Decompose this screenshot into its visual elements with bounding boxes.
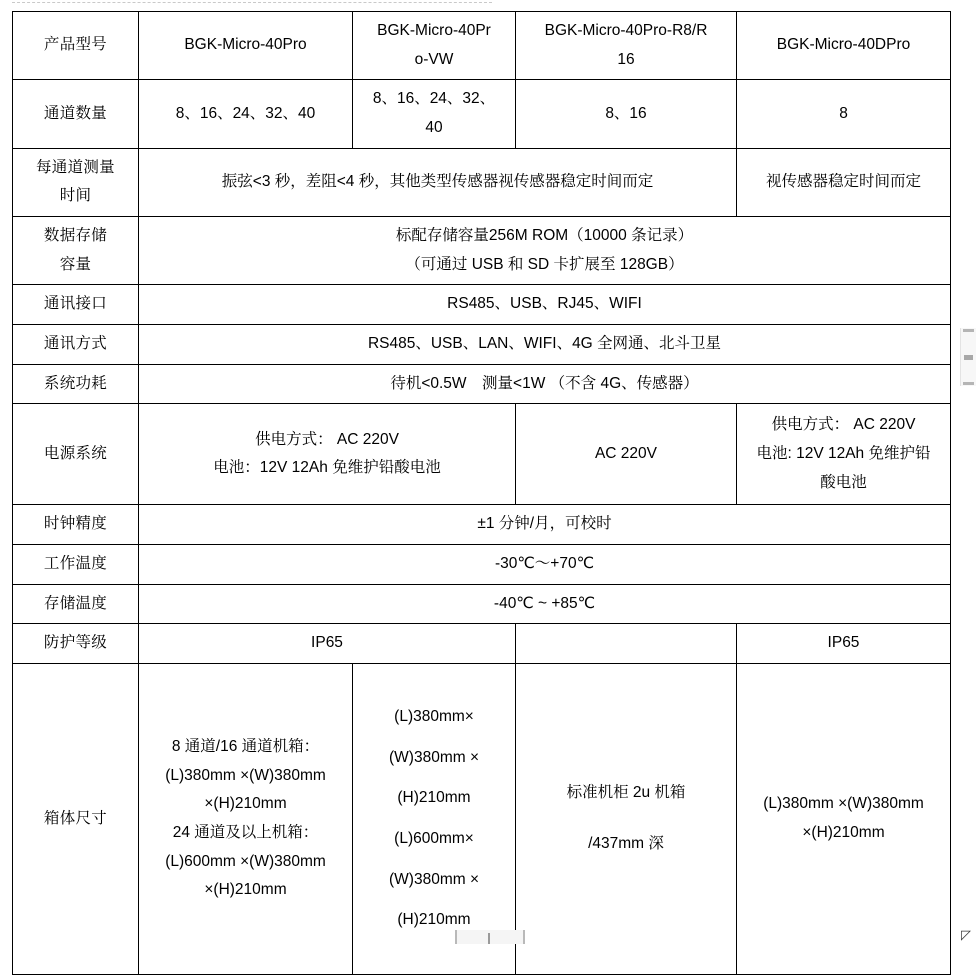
table-row-product-model (13, 12, 951, 80)
cell-storage-temp-merged: -40℃ ~ +85℃ (139, 584, 951, 624)
cell-protection-rating-r8r16 (516, 624, 737, 664)
scrollbar-thumb-grip[interactable] (964, 355, 973, 360)
specification-table (12, 11, 951, 975)
cell-power-system-right-line2: 电池: 12V 12Ah 免维护铅 (756, 445, 931, 463)
cell-enclosure-dims-40pro (139, 664, 353, 975)
cell-dims-40pro-vw-line4: (L)600mm× (394, 830, 474, 848)
cell-dims-40pro-line4: 24 通道及以上机箱： (172, 824, 319, 842)
row-label-comm-interface: 通讯接口 (13, 285, 139, 325)
cell-dims-40pro-line2: (L)380mm ×(W)380mm (165, 766, 326, 784)
cell-dims-40pro-vw-line3: (H)210mm (397, 789, 471, 807)
cell-dims-r8r16-line1: 标准机柜 2u 机箱 (566, 784, 686, 802)
table-row-channel-count (13, 80, 951, 148)
cell-data-storage-line2: （可通过 USB 和 SD 卡扩展至 128GB） (405, 255, 684, 273)
row-label-data-storage (13, 217, 139, 285)
cell-model-40pro-vw (353, 12, 516, 80)
cell-enclosure-dims-40pro-vw (353, 664, 516, 975)
cell-dims-40pro-vw-line5: (W)380mm × (389, 870, 479, 888)
cell-dims-40pro-line5: (L)600mm ×(W)380mm (165, 852, 326, 870)
page-margin-guide (12, 2, 492, 3)
row-label-channel-count: 通道数量 (13, 80, 139, 148)
cell-channels-40pro-r8r16: 8、16 (516, 80, 737, 148)
cell-power-system-right-line3: 酸电池 (820, 473, 867, 491)
cell-dims-r8r16-line2: /437mm 深 (588, 835, 664, 853)
cell-channels-40pro-vw-line2: 40 (425, 119, 443, 137)
cell-clock-accuracy-merged: ±1 分钟/月，可校时 (139, 505, 951, 545)
cell-protection-rating-left: IP65 (139, 624, 516, 664)
cell-measure-time-40dpro: 视传感器稳定时间而定 (737, 148, 951, 216)
cell-model-40pro-r8r16 (516, 12, 737, 80)
cell-dims-40pro-line6: ×(H)210mm (204, 881, 287, 899)
scrollbar-thumb-bottom-cap (963, 382, 974, 385)
cell-power-system-40dpro (737, 404, 951, 505)
scrollbar-thumb-top-cap (963, 329, 974, 332)
row-label-enclosure-dimensions: 箱体尺寸 (13, 664, 139, 975)
row-label-power-system: 电源系统 (13, 404, 139, 505)
row-label-operating-temp: 工作温度 (13, 545, 139, 585)
bottom-widget-tick (488, 933, 490, 944)
cell-model-40pro-r8r16-line2: 16 (617, 50, 635, 68)
cell-comm-interface-merged: RS485、USB、RJ45、WIFI (139, 285, 951, 325)
cell-dims-40pro-vw-line1: (L)380mm× (394, 708, 474, 726)
row-label-data-storage-line2: 容量 (59, 255, 92, 273)
cell-dims-40dpro-line1: (L)380mm ×(W)380mm (763, 795, 924, 813)
row-label-data-storage-line1: 数据存储 (43, 227, 108, 245)
cell-dims-40pro-vw-line6: (H)210mm (397, 911, 471, 929)
table-row-comm-interface (13, 285, 951, 325)
row-label-measure-time-line1: 每通道测量 (35, 158, 115, 176)
cell-channels-40pro: 8、16、24、32、40 (139, 80, 353, 148)
table-row-operating-temp (13, 545, 951, 585)
cell-model-40pro-vw-line2: o-VW (414, 50, 454, 68)
cell-channels-40pro-vw (353, 80, 516, 148)
cell-protection-rating-40dpro: IP65 (737, 624, 951, 664)
cell-power-system-r8r16: AC 220V (516, 404, 737, 505)
table-row-protection-rating (13, 624, 951, 664)
vertical-scrollbar[interactable] (960, 328, 976, 386)
row-label-protection-rating: 防护等级 (13, 624, 139, 664)
table-row-enclosure-dimensions (13, 664, 951, 975)
row-label-comm-mode: 通讯方式 (13, 325, 139, 365)
row-label-clock-accuracy: 时钟精度 (13, 505, 139, 545)
cell-power-system-left-line2: 电池：12V 12Ah 免维护铅酸电池 (213, 459, 441, 477)
table-row-clock-accuracy (13, 505, 951, 545)
cell-data-storage-merged (139, 217, 951, 285)
cell-enclosure-dims-r8r16 (516, 664, 737, 975)
resize-handle-icon[interactable]: ◸ (961, 927, 971, 942)
row-label-storage-temp: 存储温度 (13, 584, 139, 624)
cell-channels-40dpro: 8 (737, 80, 951, 148)
row-label-product-model: 产品型号 (13, 12, 139, 80)
table-row-measure-time (13, 148, 951, 216)
cell-power-system-left-line1: 供电方式： AC 220V (255, 430, 399, 448)
cell-model-40dpro: BGK-Micro-40DPro (737, 12, 951, 80)
row-label-system-power: 系统功耗 (13, 364, 139, 404)
cell-system-power-merged: 待机<0.5W 测量<1W （不含 4G、传感器） (139, 364, 951, 404)
table-row-storage-temp (13, 584, 951, 624)
row-label-measure-time-line2: 时间 (59, 187, 92, 205)
cell-dims-40pro-line3: ×(H)210mm (204, 795, 287, 813)
cell-power-system-40pro-vw (139, 404, 516, 505)
table-row-comm-mode (13, 325, 951, 365)
table-row-power-system (13, 404, 951, 505)
cell-power-system-right-line1: 供电方式： AC 220V (771, 416, 916, 434)
cell-enclosure-dims-40dpro (737, 664, 951, 975)
cell-operating-temp-merged: -30℃～+70℃ (139, 545, 951, 585)
cell-comm-mode-merged: RS485、USB、LAN、WIFI、4G 全网通、北斗卫星 (139, 325, 951, 365)
cell-model-40pro: BGK-Micro-40Pro (139, 12, 353, 80)
table-row-data-storage (13, 217, 951, 285)
cell-dims-40dpro-line2: ×(H)210mm (802, 824, 885, 842)
table-row-system-power (13, 364, 951, 404)
bottom-scroll-widget[interactable] (455, 930, 525, 944)
cell-dims-40pro-line1: 8 通道/16 通道机箱： (171, 738, 320, 756)
row-label-measure-time (13, 148, 139, 216)
cell-measure-time-merged: 振弦<3 秒，差阻<4 秒，其他类型传感器视传感器稳定时间而定 (139, 148, 737, 216)
cell-channels-40pro-vw-line1: 8、16、24、32、 (372, 90, 496, 108)
cell-dims-40pro-vw-line2: (W)380mm × (389, 748, 479, 766)
cell-model-40pro-vw-line1: BGK-Micro-40Pr (377, 22, 491, 39)
cell-model-40pro-r8r16-line1: BGK-Micro-40Pro-R8/R (544, 22, 708, 39)
cell-data-storage-line1: 标配存储容量256M ROM（10000 条记录） (395, 227, 694, 245)
